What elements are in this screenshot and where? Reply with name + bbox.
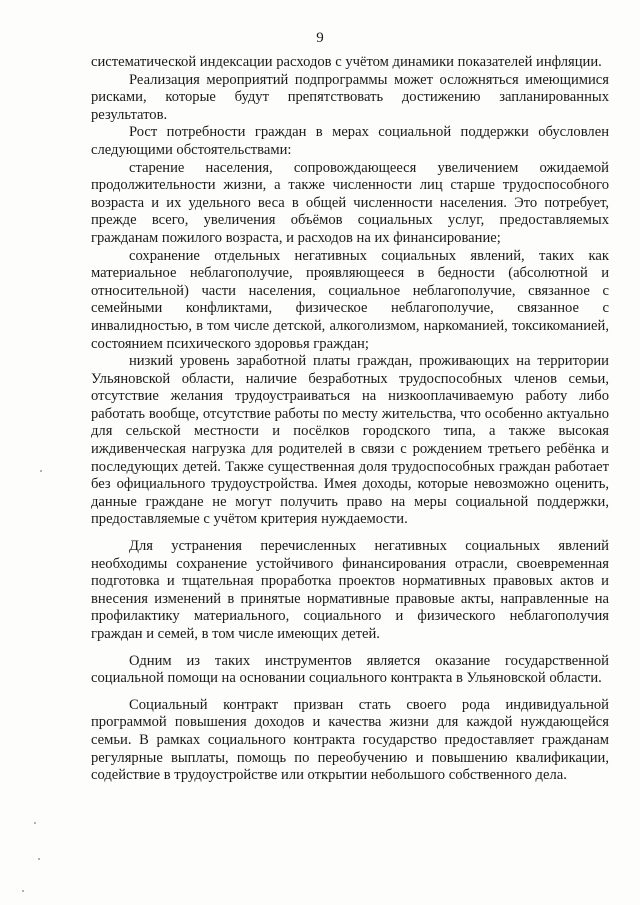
page-number: 9	[316, 30, 324, 46]
paragraph-low-wages: низкий уровень заработной платы граждан, проживающих на территории Ульяновской области, наличие безработных трудоспособных членов семьи, отсутствие желания трудоустраиваться на низкооплачиваемую работу либо работать вообще, отсутствие работы по месту жительства, что особенно актуально для сельской местности и посёлков городского типа, а также высокая иждивенческая нагрузка для родителей в связи с рождением третьего ребёнка и последующих детей. Также существенная доля трудоспособных граждан работает без официального трудоустройства. Имея доходы, которые невозможно оценить, данные граждане не могут получить право на меры социальной поддержки, предоставляемые с учётом критерия нуждаемости.	[91, 353, 609, 528]
paragraph-negative-phenomena: сохранение отдельных негативных социальных явлений, таких как материальное неблагополучие, проявляющееся в бедности (абсолютной и относительной) части населения, социальное неблагополучие, связанное с семейными конфликтами, физическое неблагополучие, связанное с инвалидностью, в том числе детской, алкоголизмом, наркоманией, токсикоманией, состоянием психического здоровья граждан;	[91, 247, 609, 352]
document-body	[91, 54, 609, 785]
paragraph-population-aging: старение населения, сопровождающееся увеличением ожидаемой продолжительности жизни, а также численности лиц старше трудоспособного возраста и их удельного веса в общей численности населения. Это потребует, прежде всего, увеличения объёмов социальных услуг, предоставляемых гражданам пожилого возраста, и расходов на их финансирование;	[91, 159, 609, 246]
scan-speck	[40, 470, 42, 472]
paragraph-growing-demand: Рост потребности граждан в мерах социальной поддержки обусловлен следующими обстоятельствами:	[91, 124, 609, 158]
paragraph-risks: Реализация мероприятий подпрограммы может осложняться имеющимися рисками, которые будут препятствовать достижению запланированных результатов.	[91, 71, 609, 123]
paragraph-social-contract-tool: Одним из таких инструментов является оказание государственной социальной помощи на основании социального контракта в Ульяновской области.	[91, 652, 609, 687]
scan-speck	[34, 822, 36, 824]
scan-speck	[38, 858, 40, 860]
scan-speck	[22, 890, 24, 892]
paragraph-social-contract-purpose: Социальный контракт призван стать своего рода индивидуальной программой повышения доходов и качества жизни для каждой нуждающейся семьи. В рамках социального контракта государство предоставляет гражданам регулярные выплаты, помощь по переобучению и повышению квалификации, содействие в трудоустройстве или открытии небольшого собственного дела.	[91, 696, 609, 784]
paragraph-elimination-measures: Для устранения перечисленных негативных социальных явлений необходимы сохранение устойчивого финансирования отрасли, своевременная подготовка и тщательная проработка проектов нормативных правовых актов и внесения изменений в принятые нормативные правовые акты, направленные на профилактику материального, социального и физического неблагополучия граждан и семей, в том числе имеющих детей.	[91, 538, 609, 642]
paragraph-inflation-indexing: систематической индексации расходов с учётом динамики показателей инфляции.	[91, 54, 602, 70]
